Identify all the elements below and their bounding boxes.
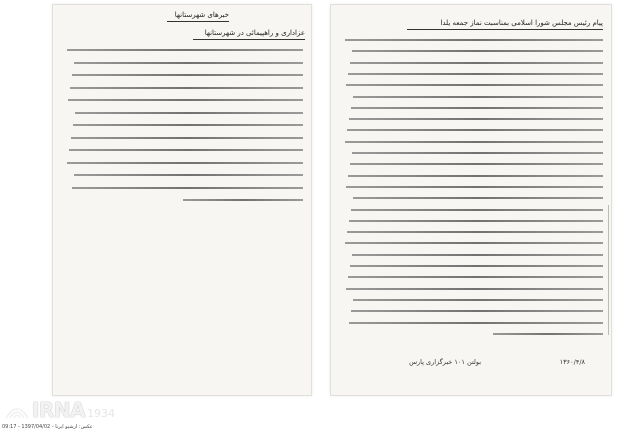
irna-logo	[2, 398, 115, 422]
text-line	[345, 39, 603, 41]
text-line	[347, 129, 603, 131]
text-line	[345, 242, 603, 244]
text-line	[346, 186, 603, 188]
irna-emblem-icon	[2, 398, 32, 422]
text-line	[493, 333, 603, 335]
text-line	[74, 174, 303, 176]
text-line	[353, 96, 603, 98]
text-line	[348, 73, 603, 75]
irna-wordmark: IRNA	[32, 398, 86, 422]
left-document-heading: خبرهای شهرستانها	[174, 11, 229, 19]
text-line	[353, 299, 603, 301]
right-document-page	[330, 4, 612, 396]
text-line	[73, 124, 303, 126]
text-line	[349, 322, 603, 324]
subheading-underline	[193, 39, 305, 40]
text-line	[69, 149, 303, 151]
left-document-subheading: عزاداری و راهپیمائی در شهرستانها	[204, 29, 305, 37]
text-line	[351, 107, 603, 109]
text-line	[72, 187, 303, 189]
text-line	[183, 199, 303, 201]
text-line	[348, 276, 603, 278]
text-line	[349, 220, 603, 222]
irna-founding-year: 1934	[87, 406, 116, 420]
heading-underline	[407, 29, 603, 30]
text-line	[352, 254, 603, 256]
margin-bracket	[608, 205, 609, 335]
text-line	[346, 288, 603, 290]
text-line	[347, 231, 603, 233]
text-line	[70, 87, 303, 89]
document-footer-reference: بولتن ۱۰۱ خبرگزاری پارس	[409, 358, 481, 366]
text-line	[350, 62, 603, 64]
heading-underline	[167, 21, 229, 22]
left-document-page	[52, 4, 312, 396]
text-line	[67, 162, 303, 164]
text-line	[350, 163, 603, 165]
text-line	[351, 209, 603, 211]
text-line	[71, 137, 303, 139]
text-line	[351, 310, 603, 312]
text-line	[68, 99, 303, 101]
photo-caption: عکس: ارشیو ایرنا - 1397/04/02 - 09:17	[2, 424, 93, 430]
text-line	[349, 118, 603, 120]
text-line	[353, 197, 603, 199]
text-line	[345, 141, 603, 143]
document-footer-date: ۱۳۶۰/۴/۸	[559, 358, 585, 366]
right-document-heading: پیام رئیس مجلس شورا اسلامی بمناسبت نماز جمعه یلدا	[440, 19, 603, 27]
text-line	[67, 49, 303, 51]
text-line	[348, 175, 603, 177]
text-line	[72, 74, 303, 76]
text-line	[352, 50, 603, 52]
text-line	[346, 84, 603, 86]
text-line	[74, 62, 303, 64]
text-line	[352, 152, 603, 154]
text-line	[350, 265, 603, 267]
text-line	[75, 112, 303, 114]
